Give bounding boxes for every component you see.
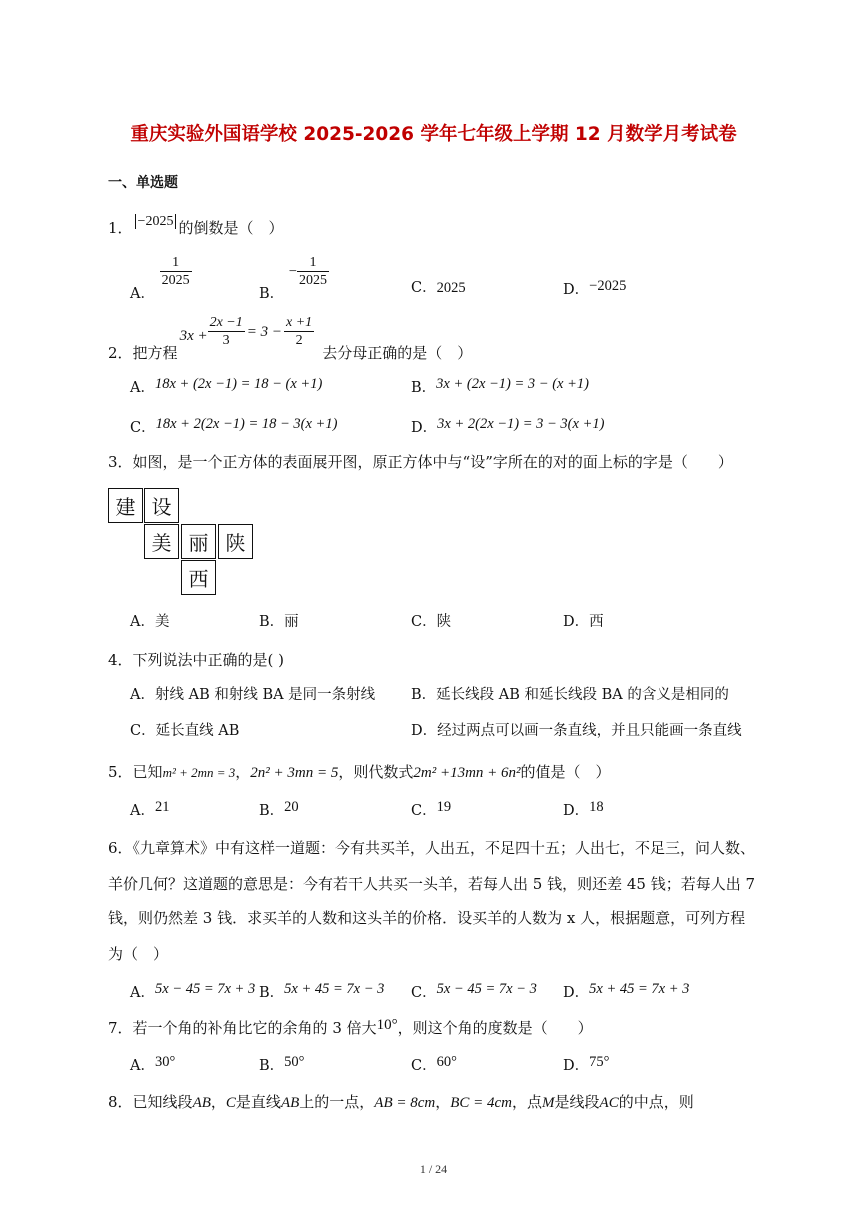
option-a[interactable]: A．18x + (2x −1) = 18 − (x +1) — [130, 376, 323, 396]
net-cell: 设 — [144, 488, 179, 523]
option-d[interactable]: D．−2025 — [563, 278, 627, 298]
question-4 — [108, 650, 284, 670]
option-d[interactable]: D．18 — [563, 799, 604, 819]
option-b[interactable]: B．丽 — [259, 614, 299, 630]
option-d[interactable]: D．经过两点可以画一条直线，并且只能画一条直线 — [411, 723, 742, 739]
net-cell: 丽 — [181, 524, 216, 559]
fraction: $\frac{1}{2025}$ — [298, 255, 327, 288]
option-letter: A． — [130, 285, 155, 302]
absolute-value-expression: −2025 — [135, 214, 177, 229]
option-c[interactable]: C．18x + 2(2x −1) = 18 − 3(x +1) — [130, 416, 338, 436]
option-a[interactable]: A．5x − 45 = 7x + 3 — [130, 981, 256, 1001]
net-cell: 建 — [108, 488, 143, 523]
question-6-line-2: 羊价几何？这道题的意思是：今有若干人共买一头羊，若每人出 5 钱，则还差 45 钱；若每人出 7 — [108, 875, 756, 893]
section-heading: 一、单选题 — [108, 175, 178, 191]
question-3 — [108, 452, 733, 472]
question-2: 2．把方程3x + $\frac{2x -1}{3}$ = 3 − $\frac{x +1}{2}$ 去分母正确的是（ ） — [108, 315, 473, 362]
option-c[interactable]: C．5x − 45 = 7x − 3 — [411, 981, 537, 1001]
question-5: 5．已知m² + 2mn = 3，2n² + 3mn = 5，则代数式2m² +13mn + 6n²的值是（ ） — [108, 763, 611, 781]
option-b[interactable]: B．3x + (2x −1) = 3 − (x +1) — [411, 376, 589, 396]
page-title: 重庆实验外国语学校 2025-2026 学年七年级上学期 12 月数学月考试卷 — [130, 124, 737, 145]
option-b[interactable]: B．20 — [259, 799, 299, 819]
question-number: 4． — [108, 651, 133, 669]
question-1 — [108, 214, 284, 240]
question-text: 如图，是一个正方体的表面展开图，原正方体中与“设”字所在的对的面上标的字是（ ） — [132, 453, 733, 471]
question-8: 8．已知线段AB，C是直线AB上的一点，AB = 8cm，BC = 4cm，点M是线段AC的中点，则 — [108, 1093, 694, 1111]
question-number: 6． — [108, 839, 133, 857]
question-6-line-3: 钱，则仍然差 3 钱．求买羊的人数和这头羊的价格．设买羊的人数为 x 人，根据题意，可列方程 — [108, 909, 746, 927]
question-text: 下列说法中正确的是( ) — [132, 651, 285, 669]
question-number: 3． — [108, 453, 133, 471]
option-d[interactable]: D．5x + 45 = 7x + 3 — [563, 981, 690, 1001]
question-number: 2． — [108, 343, 133, 362]
option-b[interactable]: B．延长线段 AB 和延长线段 BA 的含义是相同的 — [411, 687, 729, 703]
question-number: 5． — [108, 763, 133, 781]
option-a[interactable]: A．21 — [130, 799, 170, 819]
question-7: 7．若一个角的补角比它的余角的 3 倍大10°，则这个角的度数是（ ） — [108, 1017, 593, 1037]
option-d[interactable]: D．西 — [563, 614, 604, 630]
question-text: 的倒数是（ ） — [178, 219, 284, 237]
option-b[interactable]: B．50° — [259, 1054, 305, 1074]
net-cell: 陕 — [218, 524, 253, 559]
question-6-line-4: 为（ ） — [108, 945, 169, 963]
fraction: $\frac{1}{2025}$ — [161, 255, 190, 288]
page-number: 1 / 24 — [419, 1162, 448, 1176]
option-letter: B． — [259, 285, 285, 302]
option-c[interactable]: C．陕 — [411, 614, 452, 630]
option-letter: C． — [411, 280, 437, 296]
fraction: $\frac{x +1}{2}$ — [286, 315, 313, 348]
option-c[interactable]: C．延长直线 AB — [130, 723, 240, 739]
question-6: 6．《九章算术》中有这样一道题：今有共买羊，人出五，不足四十五；人出七，不足三，问人数、 — [108, 839, 756, 857]
net-cell: 美 — [144, 524, 179, 559]
question-number: 8． — [108, 1093, 133, 1111]
option-c[interactable]: C．2025 — [411, 280, 466, 296]
option-a[interactable] — [130, 254, 192, 302]
option-d[interactable]: D．3x + 2(2x −1) = 3 − 3(x +1) — [411, 416, 605, 436]
question-number: 7． — [108, 1019, 133, 1037]
option-letter: D． — [563, 282, 590, 298]
option-a[interactable]: A．射线 AB 和射线 BA 是同一条射线 — [130, 687, 376, 703]
option-b[interactable]: B． − $\frac{1}{2025}$ — [259, 255, 327, 302]
option-a[interactable]: A．30° — [130, 1054, 176, 1074]
question-number: 1． — [108, 219, 133, 237]
net-cell: 西 — [181, 560, 216, 595]
option-c[interactable]: C．60° — [411, 1054, 457, 1074]
option-d[interactable]: D．75° — [563, 1054, 610, 1074]
option-b[interactable]: B．5x + 45 = 7x − 3 — [259, 981, 385, 1001]
fraction: $\frac{2x -1}{3}$ — [209, 315, 243, 348]
option-a[interactable]: A．美 — [130, 614, 170, 630]
option-c[interactable]: C．19 — [411, 799, 452, 819]
